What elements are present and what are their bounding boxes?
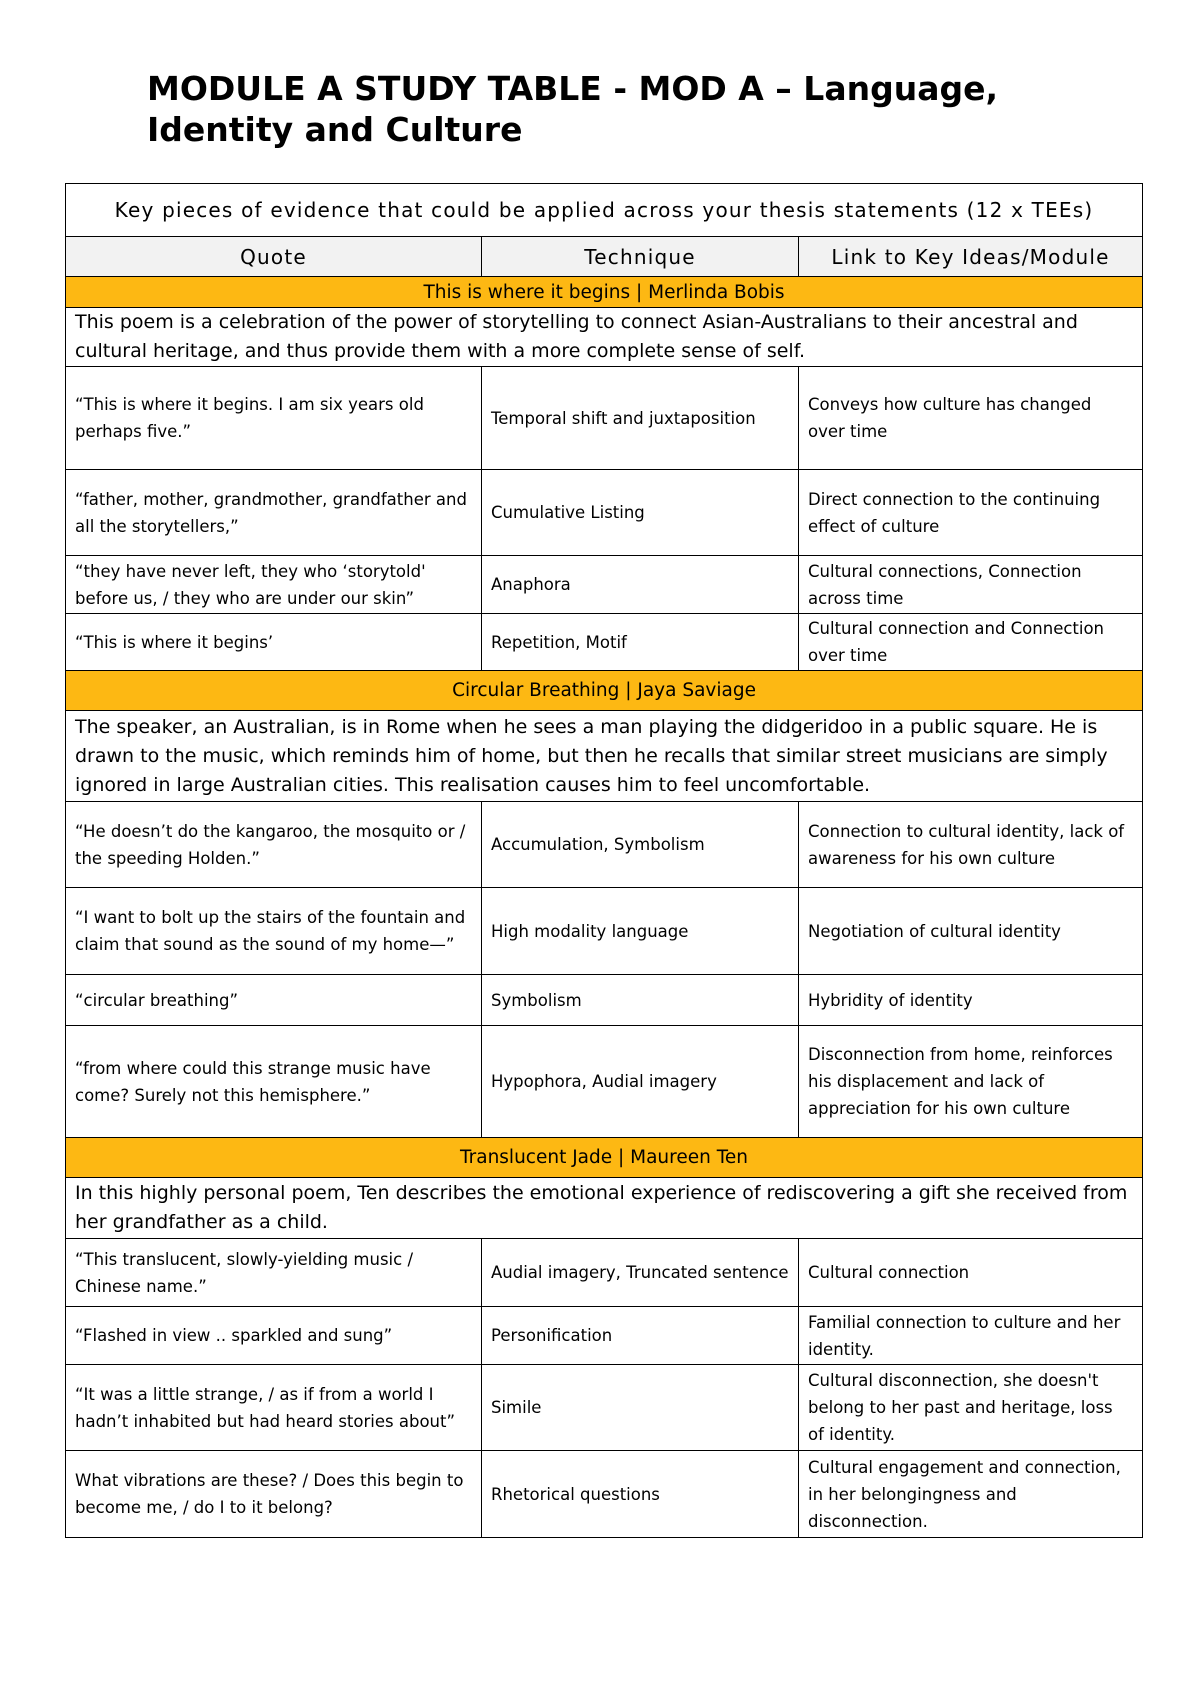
section-summary-row — [66, 1178, 1143, 1239]
table-row — [66, 1239, 1143, 1307]
quote-cell: “they have never left, they who ‘storytold' before us, / they who are under our skin” — [66, 556, 482, 614]
section-heading-row — [66, 1138, 1143, 1178]
study-table — [65, 183, 1143, 1538]
link-cell: Cultural disconnection, she doesn't belong to her past and heritage, loss of identity. — [799, 1365, 1143, 1451]
quote-cell: “circular breathing” — [66, 975, 482, 1026]
table-row — [66, 1026, 1143, 1138]
table-row — [66, 888, 1143, 975]
technique-cell: Repetition, Motif — [482, 614, 799, 671]
section-summary-row — [66, 308, 1143, 367]
column-header-technique: Technique — [482, 237, 799, 277]
table-row — [66, 1365, 1143, 1451]
link-cell: Direct connection to the continuing effect of culture — [799, 470, 1143, 556]
technique-cell: High modality language — [482, 888, 799, 975]
section-heading: This is where it begins | Merlinda Bobis — [66, 277, 1143, 308]
table-row — [66, 975, 1143, 1026]
section-summary-row — [66, 711, 1143, 802]
section-heading-row — [66, 277, 1143, 308]
column-header-row — [66, 237, 1143, 277]
page-title: MODULE A STUDY TABLE - MOD A – Language, Identity and Culture — [147, 69, 999, 149]
technique-cell: Symbolism — [482, 975, 799, 1026]
quote-cell: “This is where it begins. I am six years old perhaps five.” — [66, 367, 482, 470]
table-row — [66, 802, 1143, 888]
link-cell: Cultural engagement and connection, in her belongingness and disconnection. — [799, 1451, 1143, 1538]
link-cell: Cultural connections, Connection across time — [799, 556, 1143, 614]
table-row — [66, 367, 1143, 470]
quote-cell: “I want to bolt up the stairs of the fountain and claim that sound as the sound of my home—” — [66, 888, 482, 975]
quote-cell: “He doesn’t do the kangaroo, the mosquito or / the speeding Holden.” — [66, 802, 482, 888]
technique-cell: Simile — [482, 1365, 799, 1451]
technique-cell: Personification — [482, 1307, 799, 1365]
table-row — [66, 614, 1143, 671]
table-row — [66, 1307, 1143, 1365]
section-heading: Translucent Jade | Maureen Ten — [66, 1138, 1143, 1178]
link-cell: Connection to cultural identity, lack of awareness for his own culture — [799, 802, 1143, 888]
quote-cell: “This is where it begins’ — [66, 614, 482, 671]
quote-cell: What vibrations are these? / Does this begin to become me, / do I to it belong? — [66, 1451, 482, 1538]
technique-cell: Accumulation, Symbolism — [482, 802, 799, 888]
column-header-link: Link to Key Ideas/Module — [799, 237, 1143, 277]
table-row — [66, 1451, 1143, 1538]
link-cell: Cultural connection — [799, 1239, 1143, 1307]
link-cell: Conveys how culture has changed over time — [799, 367, 1143, 470]
section-heading: Circular Breathing | Jaya Saviage — [66, 671, 1143, 711]
section-summary: In this highly personal poem, Ten describes the emotional experience of rediscovering a gift she received from her grandfather as a child. — [66, 1178, 1143, 1239]
table-row — [66, 556, 1143, 614]
link-cell: Familial connection to culture and her identity. — [799, 1307, 1143, 1365]
quote-cell: “father, mother, grandmother, grandfather and all the storytellers,” — [66, 470, 482, 556]
quote-cell: “This translucent, slowly-yielding music / Chinese name.” — [66, 1239, 482, 1307]
table-caption: Key pieces of evidence that could be applied across your thesis statements (12 x TEEs) — [66, 184, 1143, 237]
quote-cell: “from where could this strange music have come? Surely not this hemisphere.” — [66, 1026, 482, 1138]
link-cell: Negotiation of cultural identity — [799, 888, 1143, 975]
link-cell: Disconnection from home, reinforces his displacement and lack of appreciation for his own culture — [799, 1026, 1143, 1138]
technique-cell: Hypophora, Audial imagery — [482, 1026, 799, 1138]
quote-cell: “It was a little strange, / as if from a world I hadn’t inhabited but had heard stories about” — [66, 1365, 482, 1451]
table-row — [66, 470, 1143, 556]
technique-cell: Rhetorical questions — [482, 1451, 799, 1538]
link-cell: Cultural connection and Connection over time — [799, 614, 1143, 671]
technique-cell: Temporal shift and juxtaposition — [482, 367, 799, 470]
section-summary: This poem is a celebration of the power of storytelling to connect Asian-Australians to their ancestral and cultural heritage, and thus provide them with a more complete sense of self. — [66, 308, 1143, 367]
quote-cell: “Flashed in view .. sparkled and sung” — [66, 1307, 482, 1365]
technique-cell: Anaphora — [482, 556, 799, 614]
link-cell: Hybridity of identity — [799, 975, 1143, 1026]
column-header-quote: Quote — [66, 237, 482, 277]
technique-cell: Cumulative Listing — [482, 470, 799, 556]
technique-cell: Audial imagery, Truncated sentence — [482, 1239, 799, 1307]
section-heading-row — [66, 671, 1143, 711]
section-summary: The speaker, an Australian, is in Rome when he sees a man playing the didgeridoo in a public square. He is drawn to the music, which reminds him of home, but then he recalls that similar street musicians are simply ignored in large Australian cities. This realisation causes him to feel uncomfortable. — [66, 711, 1143, 802]
table-caption-row — [66, 184, 1143, 237]
